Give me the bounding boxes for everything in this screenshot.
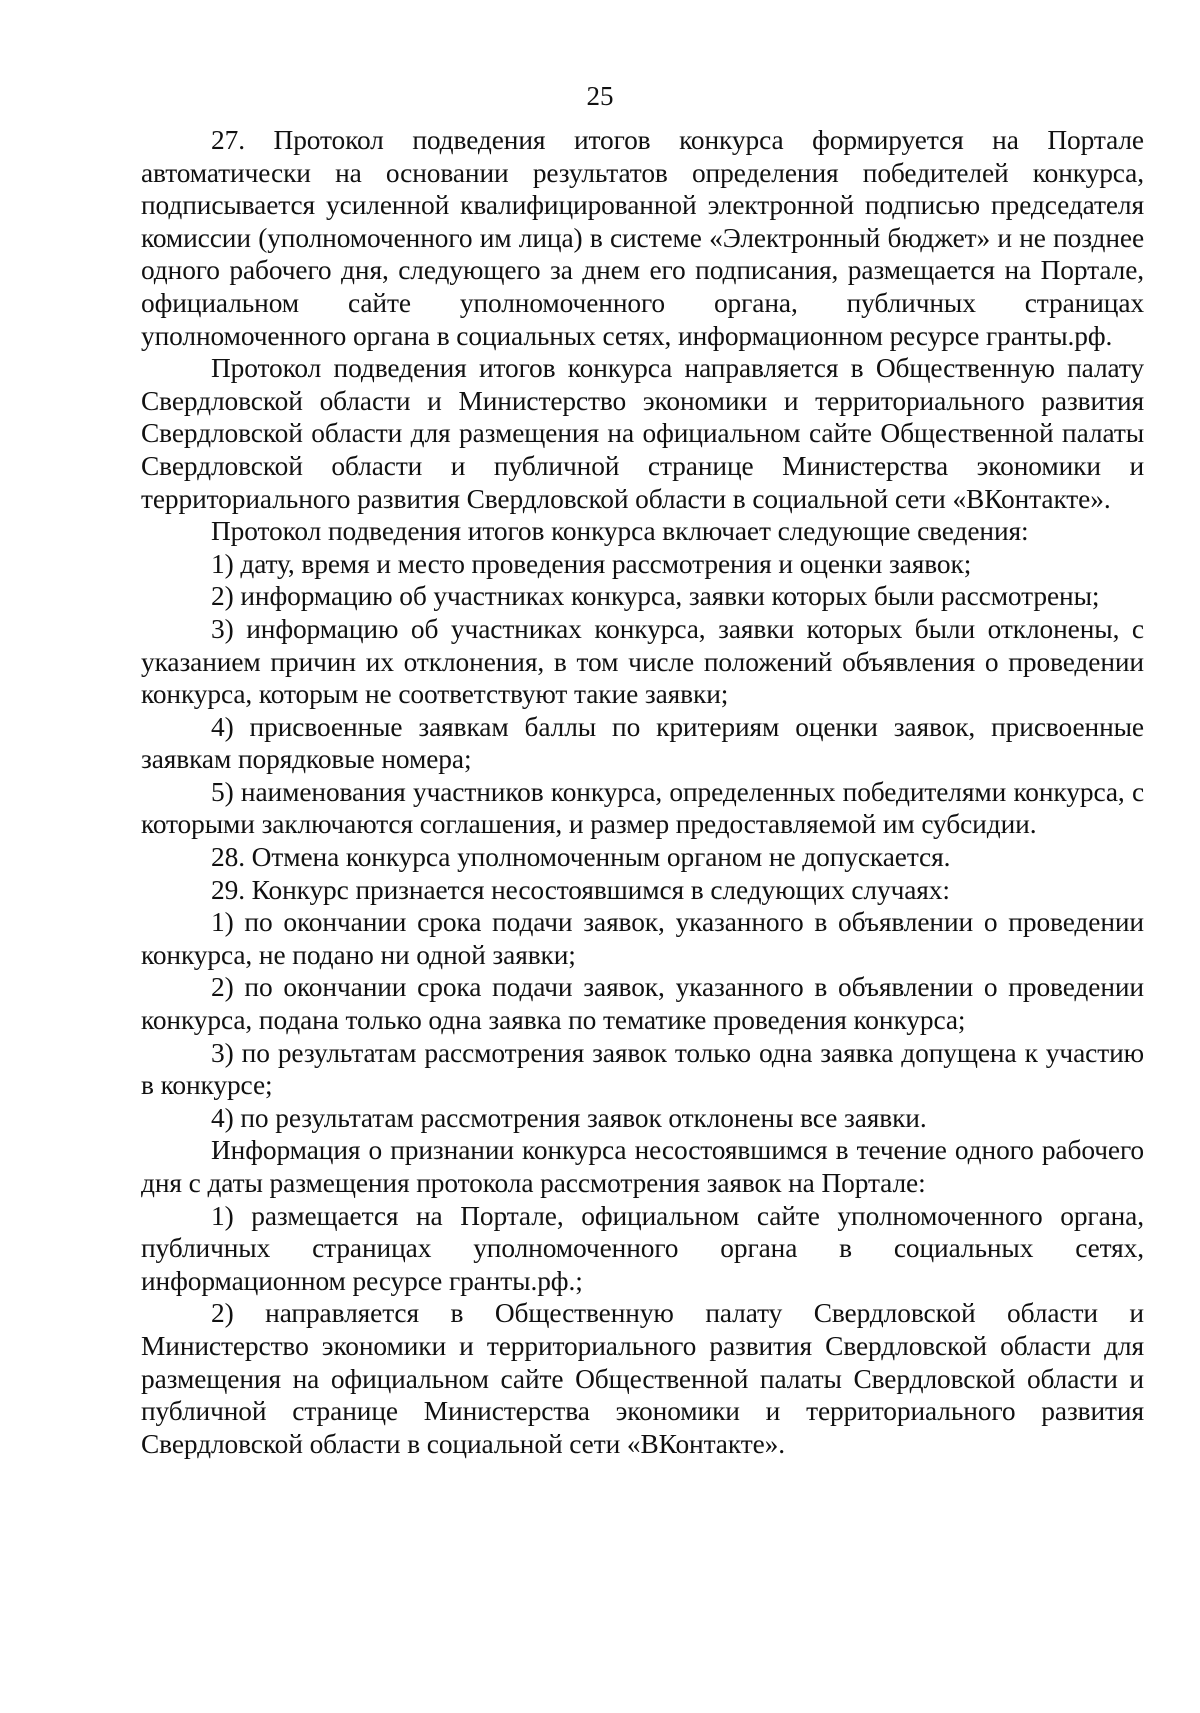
case-item-2: 2) по окончании срока подачи заявок, указанного в объявлении о проведении конкурса, подана только одна заявка по тематике проведения конкурса; [141,972,1144,1036]
paragraph-27: 27. Протокол подведения итогов конкурса формируется на Портале автоматически на основании результатов определения победителей конкурса, подписывается усиленной квалифицированной электронной подписью председателя комиссии (уполномоченного им лица) в системе «Электронный бюджет» и не позднее одного рабочего дня, следующего за днем его подписания, размещается на Портале, официальном сайте уполномоченного органа, публичных страницах уполномоченного органа в социальных сетях, информационном ресурсе гранты.рф. [141,125,1144,351]
page-number: 25 [586,81,614,111]
info-item-2: 2) направляется в Общественную палату Свердловской области и Министерство экономики и территориального развития Свердловской области для размещения на официальном сайте Общественной палаты Свердловской области и публичной странице Министерства экономики и территориального развития Свердловской области в социальной сети «ВКонтакте». [141,1298,1144,1459]
paragraph-29: 29. Конкурс признается несостоявшимся в следующих случаях: [211,874,950,905]
list-item-5: 5) наименования участников конкурса, определенных победителями конкурса, с которыми заключаются соглашения, и размер предоставляемой им субсидии. [141,776,1144,840]
paragraph-28: 28. Отмена конкурса уполномоченным органом не допускается. [211,842,951,873]
case-item-3: 3) по результатам рассмотрения заявок только одна заявка допущена к участию в конкурсе; [141,1037,1144,1101]
list-item-3: 3) информацию об участниках конкурса, заявки которых были отклонены, с указанием причин их отклонения, в том числе положений объявления о проведении конкурса, которым не соответствуют такие заявки; [141,613,1144,710]
document-body [141,124,1144,1460]
list-item-1: 1) дату, время и место проведения рассмотрения и оценки заявок; [211,548,972,579]
list-item-2: 2) информацию об участниках конкурса, заявки которых были рассмотрены; [211,581,1100,612]
paragraph-info-failed: Информация о признании конкурса несостоявшимся в течение одного рабочего дня с даты размещения протокола рассмотрения заявок на Портале: [141,1135,1144,1198]
paragraph-protocol-sent: Протокол подведения итогов конкурса направляется в Общественную палату Свердловской области и Министерство экономики и территориального развития Свердловской области для размещения на официальном сайте Общественной палаты Свердловской области и публичной странице Министерства экономики и территориального развития Свердловской области в социальной сети «ВКонтакте». [141,353,1144,514]
paragraph-protocol-contents: Протокол подведения итогов конкурса включает следующие сведения: [211,516,1029,547]
case-item-4: 4) по результатам рассмотрения заявок отклонены все заявки. [211,1102,927,1133]
info-item-1: 1) размещается на Портале, официальном сайте уполномоченного органа, публичных страницах уполномоченного органа в социальных сетях, информационном ресурсе гранты.рф.; [141,1200,1144,1296]
list-item-4: 4) присвоенные заявкам баллы по критериям оценки заявок, присвоенные заявкам порядковые номера; [141,711,1144,775]
case-item-1: 1) по окончании срока подачи заявок, указанного в объявлении о проведении конкурса, не подано ни одной заявки; [141,907,1144,970]
